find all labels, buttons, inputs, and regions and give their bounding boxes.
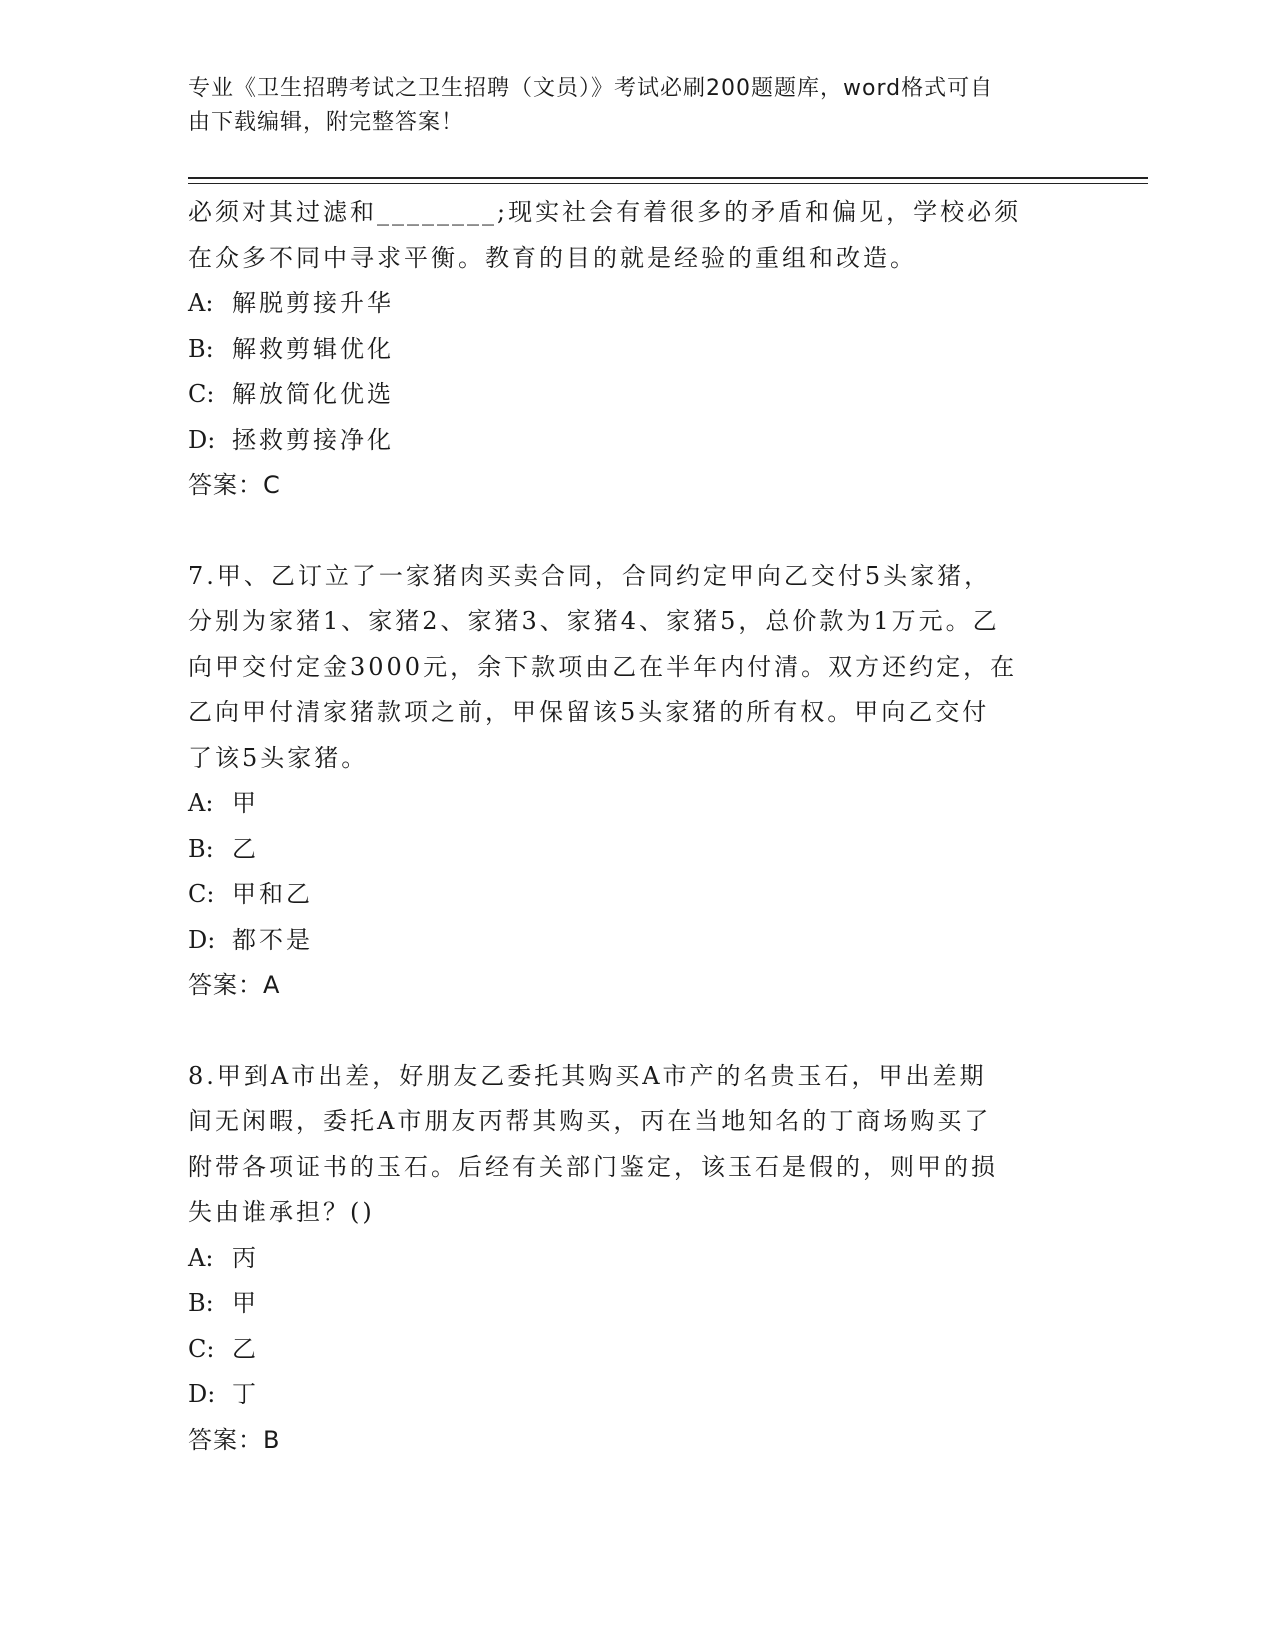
option-text: 甲和乙 <box>232 880 313 908</box>
option-d <box>188 918 1088 964</box>
question-text-line: 分别为家猪1、家猪2、家猪3、家猪4、家猪5，总价款为1万元。乙 <box>188 607 1000 635</box>
document-header <box>188 72 1068 140</box>
option-label: C: <box>188 380 215 408</box>
question-text-line: 7.甲、乙订立了一家猪肉买卖合同，合同约定甲向乙交付5头家猪， <box>188 561 992 590</box>
header-divider-thin <box>188 183 1148 184</box>
header-line-2: 由下载编辑，附完整答案！ <box>188 110 465 135</box>
question-content <box>188 190 1088 1463</box>
option-d <box>188 418 1088 464</box>
option-label: D: <box>188 925 216 954</box>
option-label: B: <box>188 834 214 863</box>
question-text-line: 8.甲到A市出差，好朋友乙委托其购买A市产的名贵玉石，甲出差期 <box>188 1061 987 1090</box>
question-text-line: 在众多不同中寻求平衡。教育的目的就是经验的重组和改造。 <box>188 243 917 272</box>
option-label: A: <box>188 1243 214 1272</box>
question-6 <box>188 190 1088 509</box>
option-b <box>188 327 1088 373</box>
question-text-line: 乙向甲付清家猪款项之前，甲保留该5头家猪的所有权。甲向乙交付 <box>188 698 990 726</box>
question-text-line: 了该5头家猪。 <box>188 743 369 772</box>
option-text: 解救剪辑优化 <box>232 334 394 363</box>
question-text-line: 必须对其过滤和________;现实社会有着很多的矛盾和偏见，学校必须 <box>188 198 1022 226</box>
option-b <box>188 827 1088 873</box>
answer-line: 答案：B <box>188 1425 281 1454</box>
option-label: D: <box>188 425 216 454</box>
option-text: 都不是 <box>232 925 313 954</box>
option-a <box>188 781 1088 827</box>
option-c <box>188 872 1088 918</box>
option-a <box>188 281 1088 327</box>
option-text: 丙 <box>232 1243 259 1272</box>
option-b <box>188 1281 1088 1327</box>
question-7 <box>188 554 1088 1009</box>
option-d <box>188 1372 1088 1418</box>
option-text: 解放简化优选 <box>232 380 394 408</box>
option-text: 拯救剪接净化 <box>232 425 394 454</box>
question-text-line: 失由谁承担？() <box>188 1198 375 1226</box>
question-text-line: 向甲交付定金3000元，余下款项由乙在半年内付清。双方还约定，在 <box>188 652 1018 681</box>
option-text: 丁 <box>232 1380 259 1408</box>
question-text-line: 附带各项证书的玉石。后经有关部门鉴定，该玉石是假的，则甲的损 <box>188 1152 998 1181</box>
option-c <box>188 372 1088 418</box>
question-text-line: 间无闲暇，委托A市朋友丙帮其购买，丙在当地知名的丁商场购买了 <box>188 1107 992 1135</box>
question-8 <box>188 1054 1088 1464</box>
option-label: D: <box>188 1380 216 1408</box>
option-label: B: <box>188 1289 214 1317</box>
header-line-1: 专业《卫生招聘考试之卫生招聘（文员）》考试必刷200题题库，word格式可自 <box>188 76 994 101</box>
option-c <box>188 1327 1088 1373</box>
option-text: 解脱剪接升华 <box>232 289 394 317</box>
option-text: 甲 <box>232 789 259 817</box>
option-label: A: <box>188 789 214 817</box>
option-label: B: <box>188 334 214 363</box>
answer-line: 答案：C <box>188 471 281 499</box>
option-a <box>188 1236 1088 1282</box>
option-text: 乙 <box>232 834 259 863</box>
answer-line: 答案：A <box>188 971 281 999</box>
option-text: 乙 <box>232 1334 259 1363</box>
option-text: 甲 <box>232 1289 259 1317</box>
header-divider-thick <box>188 177 1148 179</box>
option-label: C: <box>188 1334 215 1363</box>
option-label: C: <box>188 880 215 908</box>
option-label: A: <box>188 289 214 317</box>
